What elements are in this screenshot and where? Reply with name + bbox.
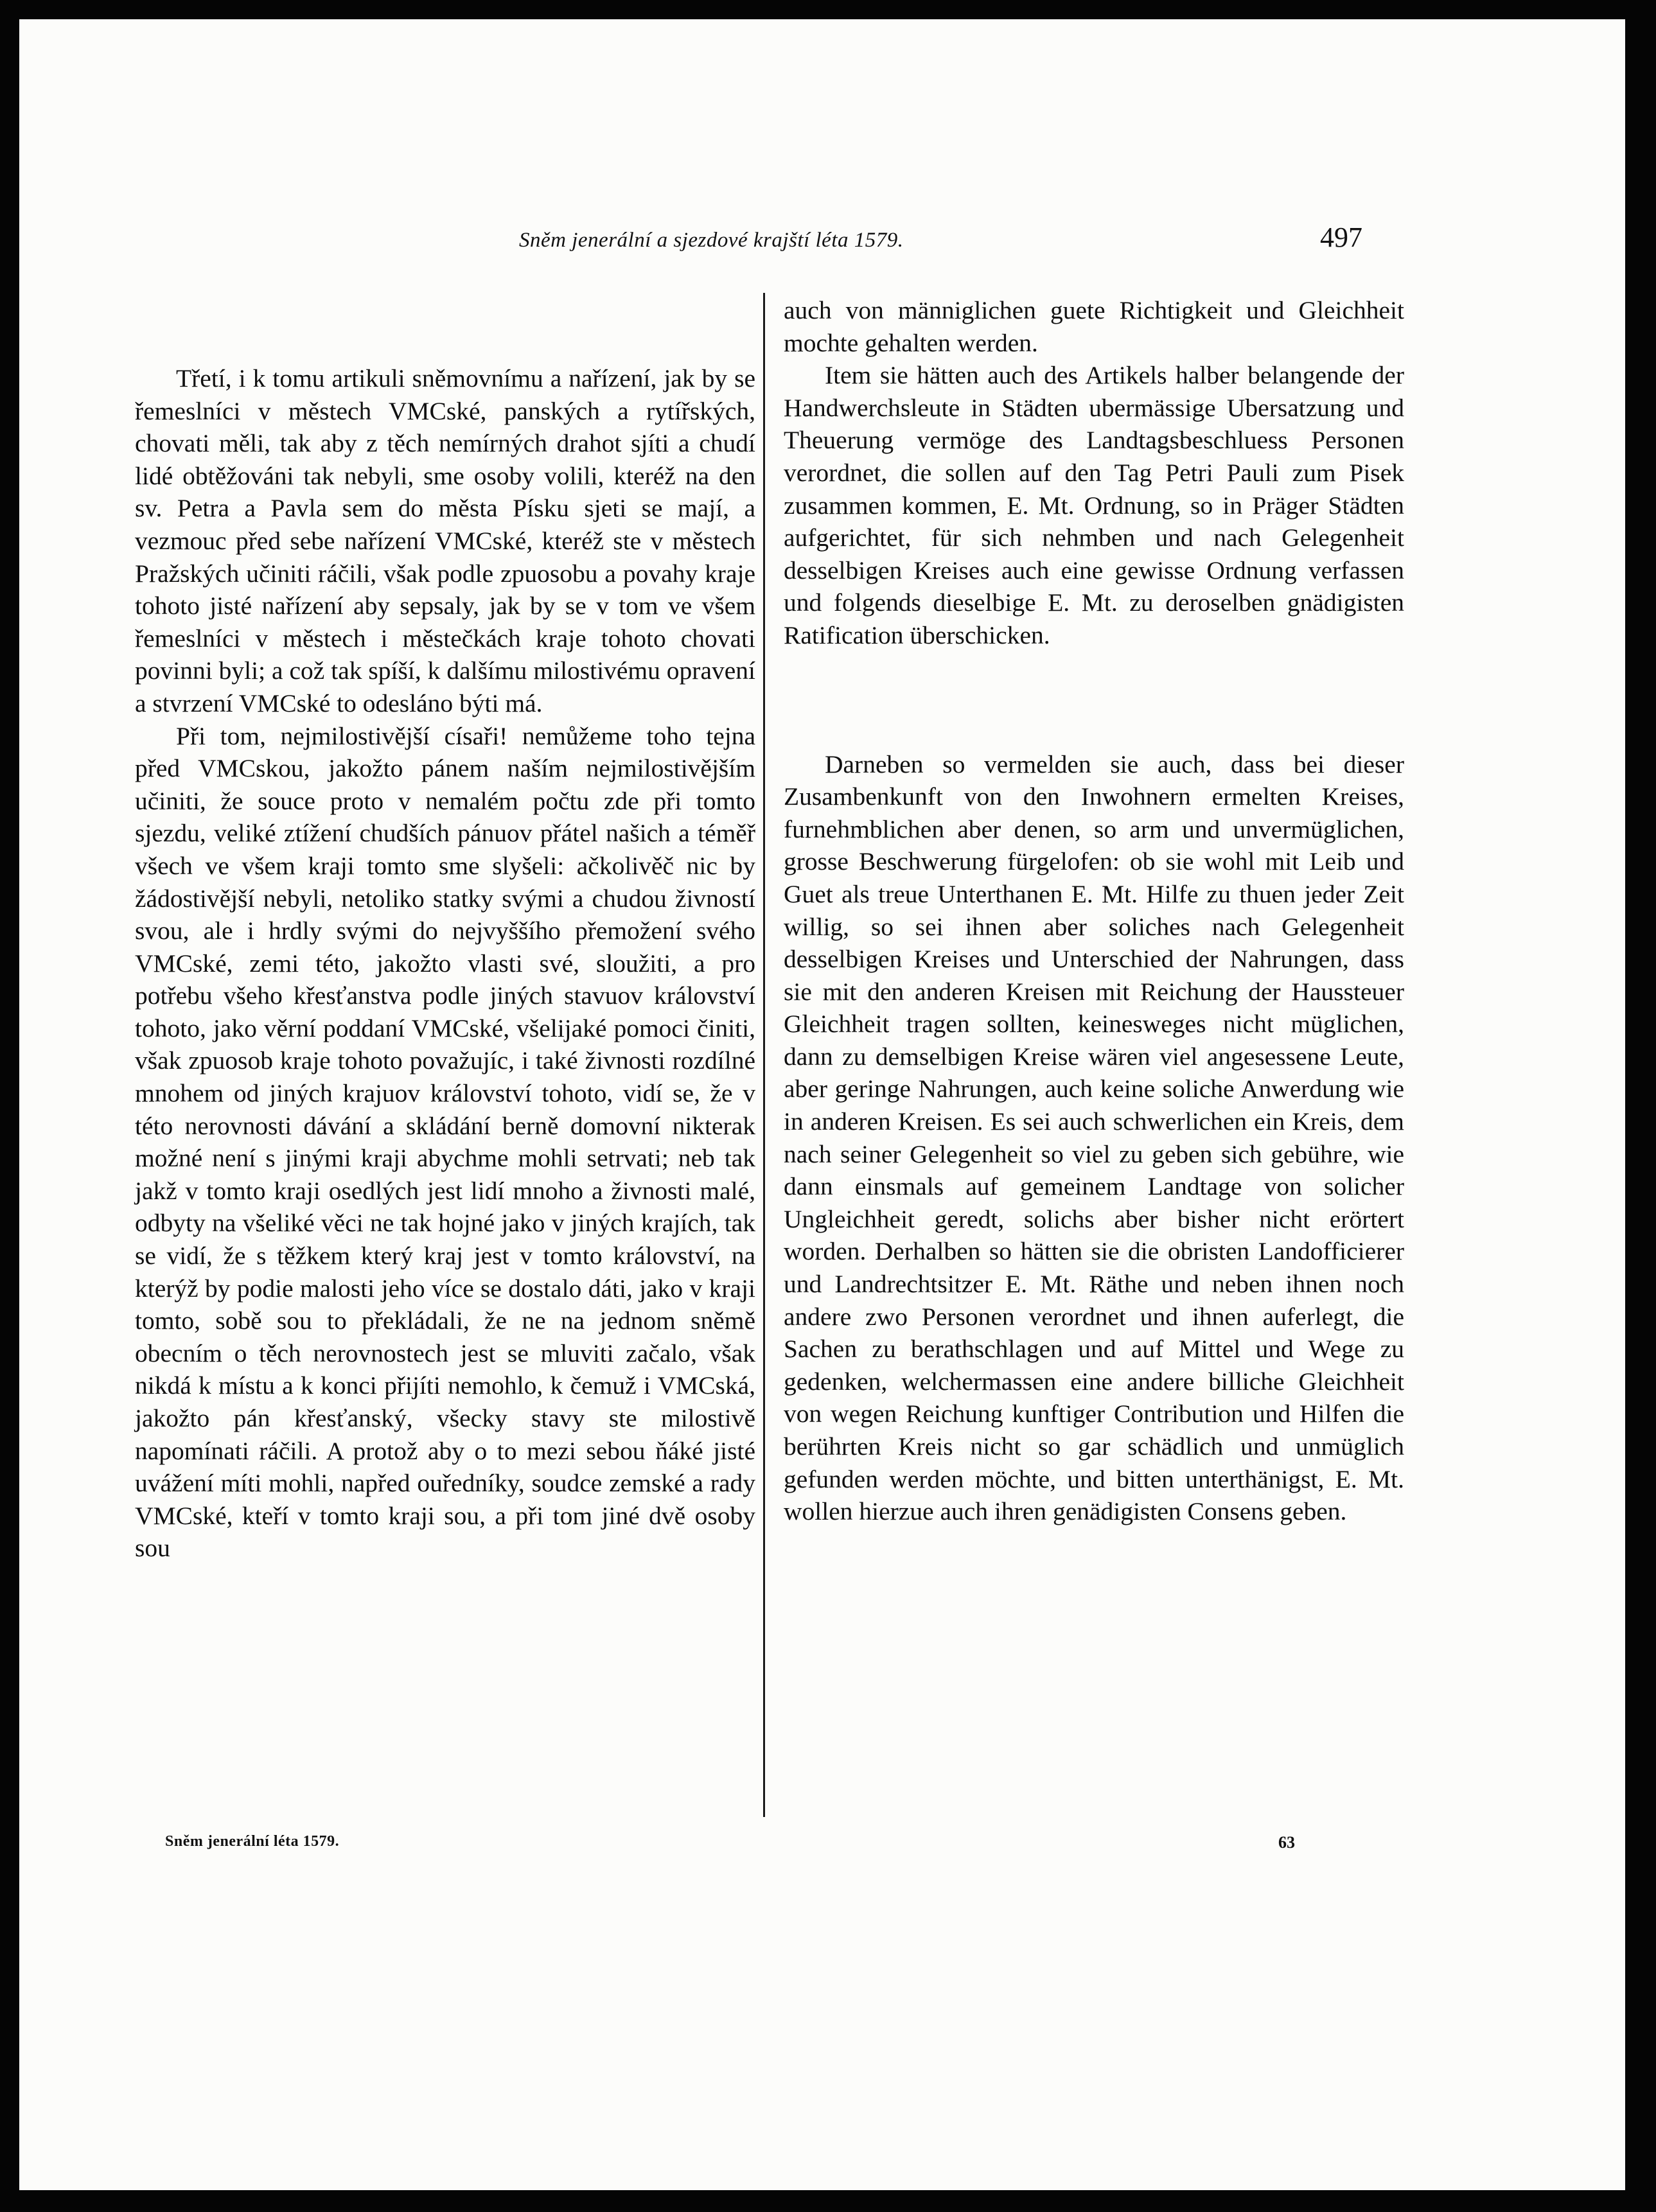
footer-title: Sněm jenerální léta 1579. bbox=[165, 1833, 340, 1850]
czech-column bbox=[135, 362, 755, 1565]
paragraph: Darneben so vermelden sie auch, dass bei dieser Zusambenkunft von den Inwohnern ermelten Kreises, furnehmblichen aber denen, so arm und unvermüglichen, grosse Beschwerung fürgelofen: ob sie wohl mit Leib und Guet als treue Unterthanen E. Mt. Hilfe zu thuen jeder Zeit willig, so sei ihnen aber soliches nach Gelegenheit desselbigen Kreises und Unterschied der Nahrungen, dass sie mit den anderen Kreisen mit Reichung der Haussteuer Gleichheit tragen sollten, keinesweges nicht müglichen, dann zu demselbigen Kreise wären viel angesessene Leute, aber geringe Nahrungen, auch keine soliche Anwerdung wie in anderen Kreisen. Es sei auch schwerlichen ein Kreis, dem nach seiner Gelegenheit so viel zu geben sich gebühre, wie dann einsmals auf gemeinem Landtage von solicher Ungleichheit geredt, solichs aber bisher nicht erörtert worden. Derhalben so hätten sie die obristen Landofficierer und Landrechtsitzer E. Mt. Räthe und neben ihnen noch andere zwo Personen verordnet und ihnen auferlegt, die Sachen zu berathschlagen und auf Mittel und Wege zu gedenken, welchermassen eine andere billiche Gleichheit von wegen Reichung kunftiger Contribution und Hilfen die berührten Kreis nicht so gar schädlich und unmüglich gefunden werden möchte, und bitten unterthänigst, E. Mt. wollen hierzue auch ihren genädigisten Consens geben. bbox=[784, 750, 1404, 1526]
german-column bbox=[784, 294, 1404, 1528]
footer bbox=[19, 1833, 1625, 1859]
running-title: Sněm jenerální a sjezdové krajští léta 1579. bbox=[519, 229, 904, 252]
paragraph: auch von männiglichen guete Richtigkeit und Gleichheit mochte gehalten werden. bbox=[784, 296, 1404, 357]
paragraph: Třetí, i k tomu artikuli sněmovnímu a nařízení, jak by se řemeslníci v městech VMCské, panských a rytířských, chovati měli, tak aby z těch nemírných drahot sjíti a chudí lidé obtěžováni tak nebyli, sme osoby volili, kteréž na den sv. Petra a Pavla sem do města Písku sjeti se mají, a vezmouc před sebe nařízení VMCské, kteréž ste v městech Pražských učiniti ráčili, však podle zpuosobu a povahy kraje tohoto jisté nařízení aby sepsaly, jak by se v tom ve všem řemeslníci v městech i městečkách kraje tohoto chovati povinni byli; a což tak spíší, k dalšímu milostivému opravení a stvrzení VMCské to odesláno býti má. bbox=[135, 364, 755, 717]
column-divider bbox=[763, 293, 765, 1817]
signature-mark: 63 bbox=[1278, 1833, 1295, 1852]
page bbox=[19, 19, 1625, 2190]
paragraph: Item sie hätten auch des Artikels halber belangende der Handwerchsleute in Städten ubermässige Ubersatzung und Theuerung vermöge des Landtagsbeschluess Personen verordnet, die sollen auf den Tag Petri Pauli zum Pisek zusammen kommen, E. Mt. Ordnung, so in Präger Städten aufgerichtet, für sich nehmben und nach Gelegenheit desselbigen Kreises auch eine gewisse Ordnung verfassen und folgends dieselbige E. Mt. zu deroselben gnädigisten Ratification überschicken. bbox=[784, 361, 1404, 649]
page-number: 497 bbox=[1320, 222, 1362, 253]
paragraph: Při tom, nejmilostivější císaři! nemůžeme toho tejna před VMCskou, jakožto pánem naším nejmilostivějším učiniti, že souce proto v nemalém počtu zde při tomto sjezdu, veliké ztížení chudších pánuov přátel našich a téměř všech ve všem kraji tomto sme slyšeli: ačkolivěč nic by žádostivější nebyli, netoliko statky svými a chudou živností svou, ale i hrdly svými do nejvyššího přemožení svého VMCské, zemi této, jakožto vlasti své, sloužiti, a pro potřebu všeho křesťanstva podle jiných stavuov království tohoto, jako věrní poddaní VMCské, všelijaké pomoci činiti, však zpuosob kraje tohoto považujíc, i také živnosti rozdílné mnohem od jiných krajuov království tohoto, vidí se, že v této nerovnosti dávání a skládání berně domovní nikterak možné není s jinými kraji abychme mohli setrvati; neb tak jakž v tomto kraji osedlých jest lidí mnoho a živnosti malé, odbyty na všeliké věci ne tak hojné jako v jiných krajích, tak se vidí, že s těžkem který kraj jest v tomto království, na kterýž by podie malosti jeho více se dostalo dáti, jako v kraji tomto, sobě sou to překládali, že ne na jednom sněmě obecním o těch nerovnostech jest se mluviti začalo, však nikdá k místu a k konci přijíti nemohlo, k čemuž i VMCská, jakožto pán křesťanský, všecky stavy ste milostivě napomínati ráčili. A protož aby o to mezi sebou ňáké jisté uvážení míti mohli, napřed ouředníky, soudce zemské a rady VMCské, kteří v tomto kraji sou, a při tom jiné dvě osoby sou bbox=[135, 721, 755, 1563]
running-head bbox=[19, 220, 1625, 258]
